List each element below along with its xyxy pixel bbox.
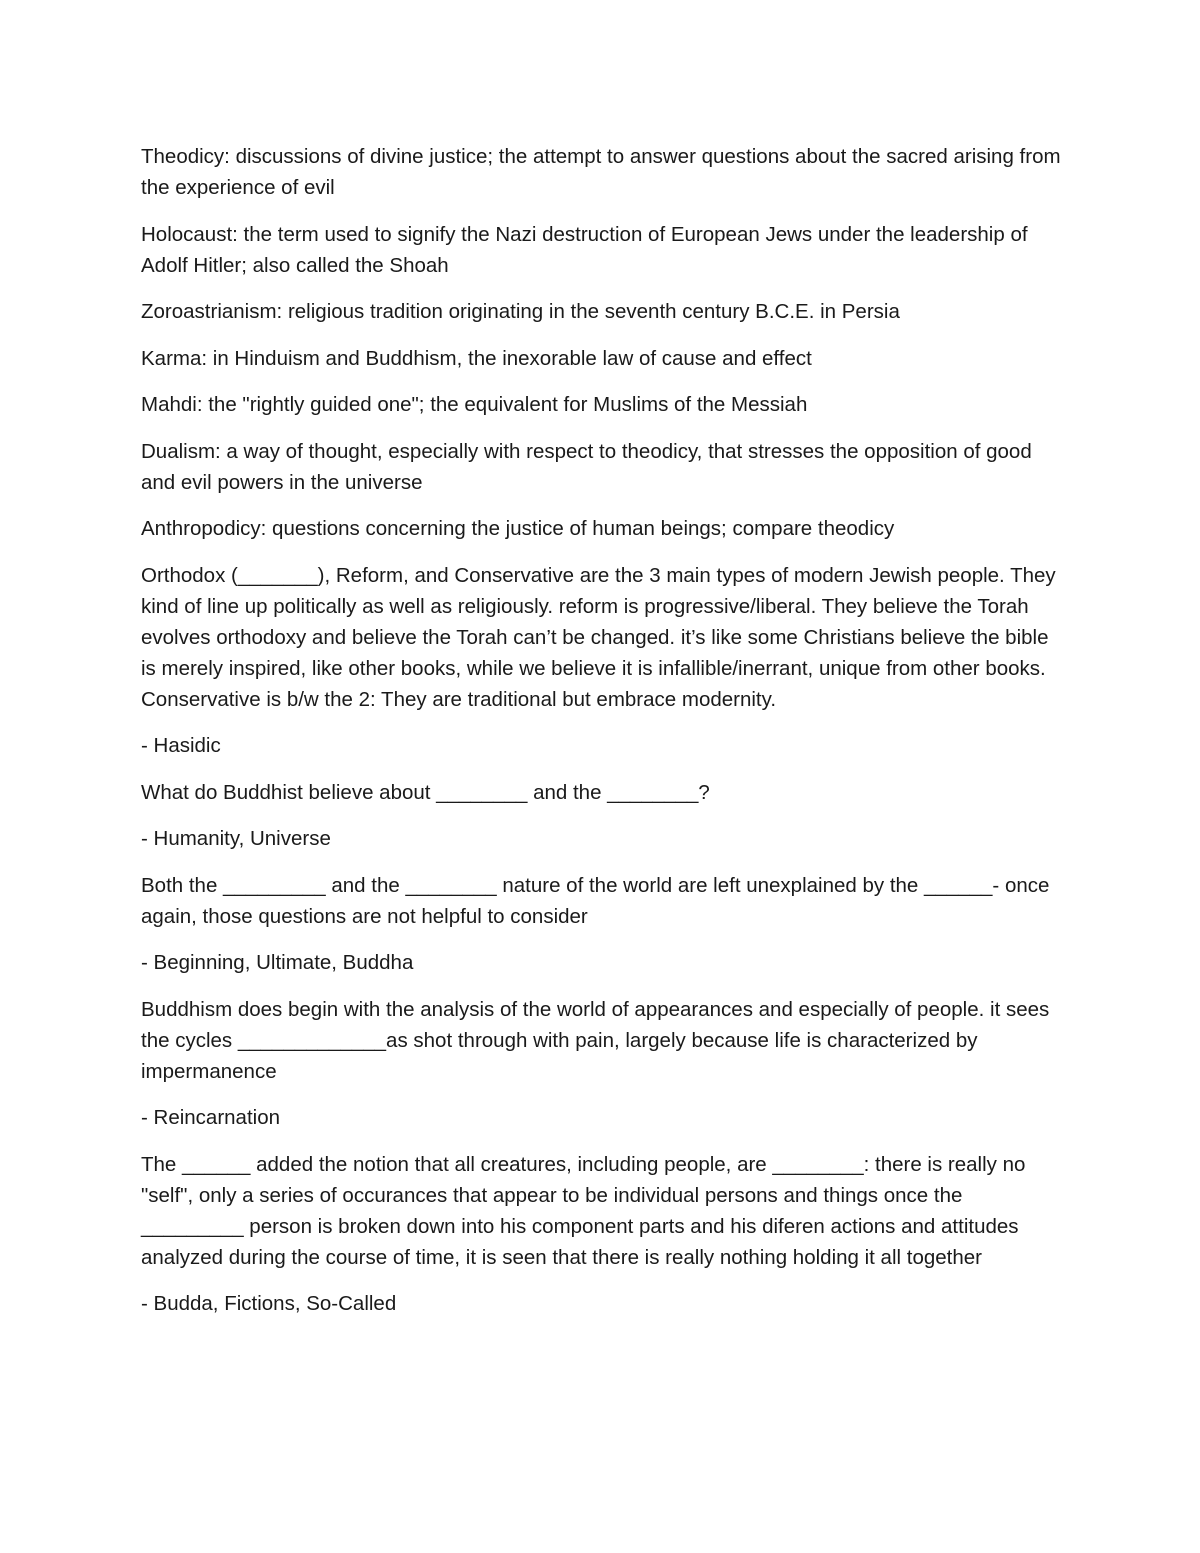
answer-no-self: - Budda, Fictions, So-Called (141, 1292, 397, 1315)
answer-jewish-types: - Hasidic (141, 734, 221, 757)
question-buddhist-beliefs: What do Buddhist believe about ________ and the ________? (141, 780, 710, 804)
definition-holocaust: Holocaust: the term used to signify the Nazi destruction of European Jews under the leadership of Adolf Hitler; also called the Shoah (141, 222, 1033, 277)
question-no-self: The ______ added the notion that all creatures, including people, are ________: there is really no "self", only a series of occurances that appear to be individual persons and things once the _________ person is broken down into his component parts and his diferen actions and attitudes analyzed during the course of time, it is seen that there is really nothing holding it all together (141, 1152, 1032, 1269)
definition-theodicy: Theodicy: discussions of divine justice; the attempt to answer questions about the sacred arising from the experience of evil (141, 145, 1067, 199)
question-unexplained-nature: Both the _________ and the ________ nature of the world are left unexplained by the ______- once again, those questions are not helpful to consider (141, 873, 1056, 928)
answer-buddhist-beliefs: - Humanity, Universe (141, 827, 331, 850)
question-buddhism-analysis: Buddhism does begin with the analysis of the world of appearances and especially of people. it sees the cycles _____________as shot through with pain, largely because life is characterized by impermanence (141, 997, 1055, 1083)
definition-karma: Karma: in Hinduism and Buddhism, the inexorable law of cause and effect (141, 346, 812, 370)
document-body (141, 141, 1066, 1335)
answer-buddhism-analysis: - Reincarnation (141, 1106, 281, 1129)
definition-mahdi: Mahdi: the "rightly guided one"; the equivalent for Muslims of the Messiah (141, 393, 808, 416)
question-jewish-types: Orthodox (_______), Reform, and Conservative are the 3 main types of modern Jewish people. They kind of line up politically as well as religiously. reform is progressive/liberal. They believe the Torah evolves orthodoxy and believe the Torah can’t be changed. it’s like some Christians believe the bible is merely inspired, like other books, while we believe it is infallible/inerrant, unique from other books. Conservative is b/w the 2: They are traditional but embrace modernity. (141, 563, 1062, 711)
definition-anthropodicy: Anthropodicy: questions concerning the justice of human beings; compare theodicy (141, 517, 895, 540)
answer-unexplained-nature: - Beginning, Ultimate, Buddha (141, 951, 414, 974)
definition-zoroastrianism: Zoroastrianism: religious tradition originating in the seventh century B.C.E. in Persia (141, 300, 900, 323)
definition-dualism: Dualism: a way of thought, especially with respect to theodicy, that stresses the opposition of good and evil powers in the universe (141, 439, 1038, 494)
